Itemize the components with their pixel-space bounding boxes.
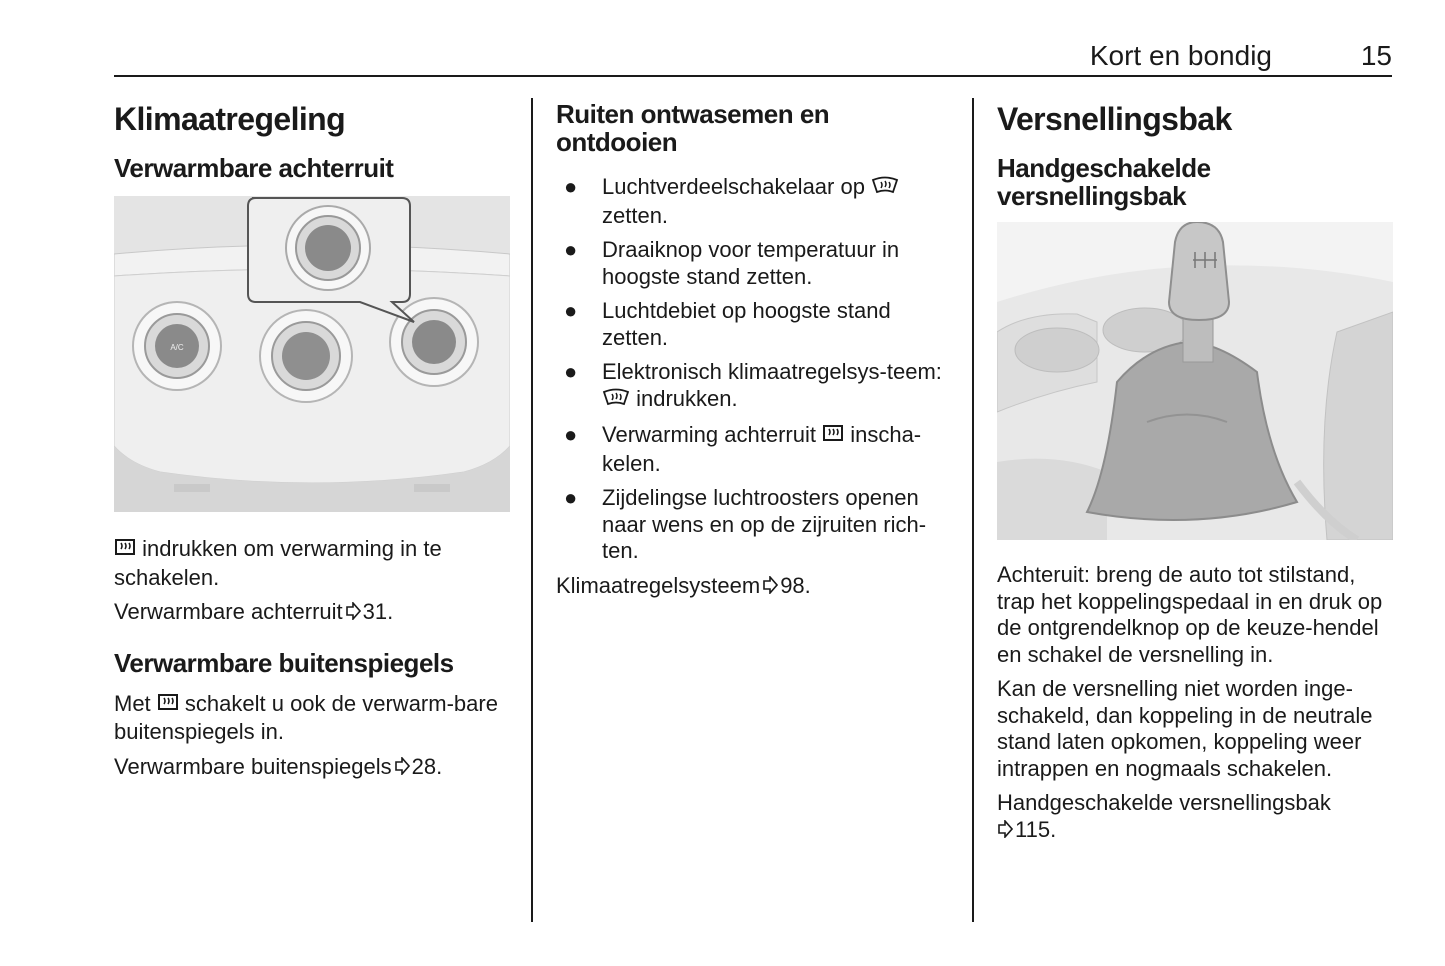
subheading-heated-mirrors: Verwarmbare buitenspiegels [114, 647, 454, 678]
column-divider-2 [972, 98, 974, 922]
paragraph-gear-not-engaging: Kan de versnelling niet worden inge-schakeld, dan koppeling in de neutrale stand laten opkomen, koppeling weer intrappen en nogmaals schakelen. [997, 676, 1373, 781]
header-rule [114, 75, 1392, 77]
reference-rear-window-page[interactable]: 31. [362, 599, 394, 624]
subheading-manual-gearbox: Handgeschakelde versnellingsbak [997, 153, 1211, 211]
step-1-after: zetten. [602, 202, 669, 228]
step-5-before: Verwarming achterruit [602, 422, 823, 447]
step-5-after: inscha-kelen. [602, 422, 922, 476]
step-1-before: Luchtverdeelschakelaar op [602, 174, 872, 199]
paragraph-reverse-gear: Achteruit: breng de auto tot stilstand, trap het koppelingspedaal in en druk op de ontgrendelknop op de keuze-hendel en schakel de versnelling in. [997, 562, 1383, 667]
reference-climate-system-text: Klimaatregelsysteem [556, 572, 761, 598]
section-heading-climate: Klimaatregeling [114, 101, 346, 137]
page-number: 15 [1360, 40, 1392, 71]
rear-defrost-icon [114, 538, 136, 565]
temperature-knob [260, 310, 352, 402]
subheading-rear-window: Verwarmbare achterruit [114, 153, 394, 183]
step-3-text: Luchtdebiet op hoogste stand zetten. [602, 298, 891, 350]
reference-manual-gearbox [997, 790, 1393, 844]
step-2-text: Draaiknop voor temperatuur in hoogste stand zetten. [602, 237, 900, 289]
reference-heated-mirrors-text: Verwarmbare buitenspiegels [114, 753, 392, 779]
column-divider-1 [531, 98, 533, 922]
bullet-marker: ● [564, 485, 578, 510]
column-gearbox [997, 96, 1393, 844]
step-4-before: Elektronisch klimaatregelsys-teem: [602, 359, 942, 384]
step-6-text: Zijdelingse luchtroosters openen naar wens en op de zijruiten rich-ten. [602, 485, 927, 563]
page-reference-arrow-icon [997, 818, 1013, 845]
bullet-marker: ● [564, 174, 578, 199]
bullet-marker: ● [564, 237, 578, 262]
reference-manual-gearbox-text: Handgeschakelde versnellingsbak [997, 790, 1331, 815]
page-reference-arrow-icon [394, 755, 410, 782]
paragraph-press-defrost [114, 536, 510, 591]
gear-shifter-illustration [997, 222, 1393, 540]
defog-steps-list [556, 174, 952, 565]
climate-panel-drawing [114, 196, 510, 512]
gear-shifter-drawing [997, 222, 1393, 540]
windshield-defrost-icon [602, 388, 630, 415]
section-heading-gearbox: Versnellingsbak [997, 101, 1232, 137]
list-item [556, 174, 952, 229]
running-header-title: Kort en bondig [1089, 40, 1272, 71]
list-item [556, 298, 952, 351]
list-item [556, 422, 952, 477]
bullet-marker: ● [564, 359, 578, 384]
paragraph-heated-mirrors-before: Met [114, 690, 157, 716]
reference-rear-window-text: Verwarmbare achterruit [114, 599, 343, 624]
bullet-marker: ● [564, 422, 578, 447]
paragraph-heated-mirrors [114, 691, 510, 746]
windshield-defrost-icon [871, 176, 899, 203]
bullet-marker: ● [564, 298, 578, 323]
step-4-after: indrukken. [630, 385, 738, 411]
rear-defrost-icon [822, 424, 844, 451]
ac-knob [133, 302, 221, 390]
paragraph-heated-mirrors-after: schakelt u ook de verwarm-bare buitenspiegels in. [114, 690, 498, 744]
reference-climate-system-page[interactable]: 98. [780, 572, 811, 598]
reference-rear-window [114, 599, 510, 627]
list-item [556, 485, 952, 565]
column-climate [114, 96, 510, 781]
page-reference-arrow-icon [345, 600, 361, 627]
reference-heated-mirrors-page[interactable]: 28. [411, 753, 443, 779]
reference-climate-system [556, 573, 952, 601]
reference-manual-gearbox-page[interactable]: 115. [1015, 816, 1057, 842]
subheading-defog: Ruiten ontwasemen en ontdooien [556, 99, 830, 157]
rear-defrost-icon [157, 693, 179, 720]
reference-heated-mirrors [114, 754, 510, 782]
list-item [556, 237, 952, 290]
page-reference-arrow-icon [762, 574, 778, 601]
ac-label: A/C [170, 343, 184, 352]
paragraph-press-defrost-text: indrukken om verwarming in te schakelen. [114, 536, 442, 590]
climate-control-illustration [114, 196, 510, 512]
list-item [556, 359, 952, 414]
column-defog [556, 100, 952, 600]
